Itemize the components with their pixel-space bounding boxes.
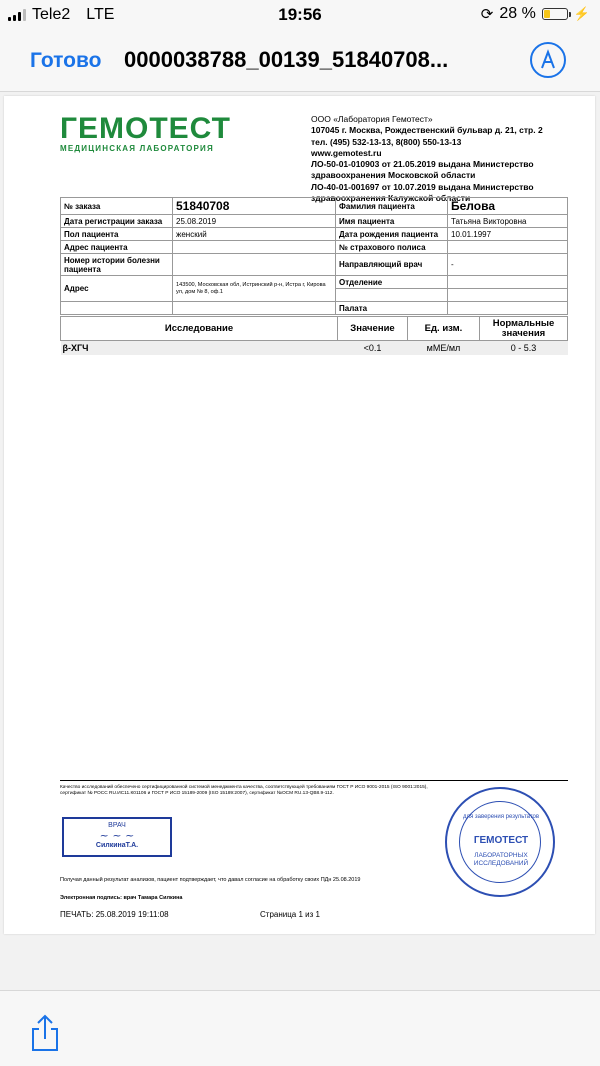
dept-spacer — [336, 289, 448, 302]
org-name: ООО «Лаборатория Гемотест» — [311, 114, 433, 124]
done-button[interactable]: Готово — [30, 49, 102, 72]
patient-info-table — [60, 197, 568, 315]
ward-empty-value — [173, 302, 336, 315]
markup-pen-icon — [532, 44, 564, 76]
share-button[interactable] — [28, 1013, 62, 1053]
patient-address-value — [173, 241, 336, 254]
bottom-toolbar — [0, 990, 600, 1066]
order-label: № заказа — [61, 198, 173, 215]
policy-label: № страхового полиса — [336, 241, 448, 254]
print-timestamp: ПЕЧАТЬ: 25.08.2019 19:11:08 — [60, 910, 169, 919]
org-license-1: ЛО-50-01-010903 от 21.05.2019 выдана Министерство здравоохранения Московской области — [311, 159, 534, 181]
result-norm: 0 - 5.3 — [480, 341, 568, 355]
col-unit: Ед. изм. — [408, 317, 480, 341]
certification-text: Качество исследований обеспечено сертифицированной системой менеджмента качества, соответствующей требованиям ГОСТ Р ИСО 9001-2015 (ISO 9001:2015), сертификат № РОСС RU.ИС11.К01106 и ГОСТ Р ИСО 15189-2009 (ISO 15189:2007), сертификат №ОСМ RU.13-QB8.9-112. — [60, 785, 428, 796]
result-test: β-ХГЧ — [61, 341, 338, 355]
status-right — [481, 5, 590, 23]
stamp-name: СилкинаТ.А. — [95, 842, 139, 849]
ward-label: Палата — [336, 302, 448, 315]
regdate-label: Дата регистрации заказа — [61, 215, 173, 228]
regdate-value: 25.08.2019 — [173, 215, 336, 228]
share-icon — [28, 1013, 62, 1053]
carrier-name: Tele2 — [32, 6, 71, 23]
stamp-title: ВРАЧ — [108, 822, 126, 829]
birth-value: 10.01.1997 — [448, 228, 568, 241]
result-value: <0.1 — [338, 341, 408, 355]
sex-label: Пол пациента — [61, 228, 173, 241]
nav-bar — [0, 32, 600, 92]
charging-icon: ⚡ — [573, 6, 590, 21]
results-table — [60, 316, 568, 355]
doctor-value: - — [448, 254, 568, 276]
dept-spacer-value — [448, 289, 568, 302]
sex-value: женский — [173, 228, 336, 241]
org-website: www.gemotest.ru — [311, 147, 382, 158]
ward-value — [448, 302, 568, 315]
table-row — [61, 341, 568, 355]
stamp-top-text: для заверения результатов — [462, 814, 540, 820]
address-value: 143500, Московская обл, Истринский р-н, Истра г, Кирова ул, дом № 8, оф.1 — [173, 276, 336, 302]
status-time: 19:56 — [278, 5, 322, 24]
col-test: Исследование — [61, 317, 338, 341]
ward-empty-label — [61, 302, 173, 315]
address-label: Адрес — [61, 276, 173, 302]
document-title: 0000038788_00139_51840708... — [124, 47, 449, 72]
status-bar — [0, 0, 600, 32]
surname-value: Белова — [448, 198, 568, 215]
consent-text: Получая данный результат анализов, пациент подтверждает, что давал согласие на обработку своих ПДн 25.08.2019 — [60, 877, 361, 883]
order-value: 51840708 — [173, 198, 336, 215]
lab-logo — [60, 114, 231, 153]
dept-label: Отделение — [336, 276, 448, 289]
name-label: Имя пациента — [336, 215, 448, 228]
battery-icon — [542, 8, 568, 20]
birth-label: Дата рождения пациента — [336, 228, 448, 241]
document-page — [4, 96, 595, 934]
patient-address-label: Адрес пациента — [61, 241, 173, 254]
electronic-signature: Электронная подпись: врач Тамара Силкина — [60, 895, 183, 901]
logo-text: ГЕМОТЕСТ — [60, 112, 231, 145]
dept-value — [448, 276, 568, 289]
markup-button[interactable] — [530, 42, 566, 78]
col-norm: Нормальные значения — [480, 317, 568, 341]
policy-value — [448, 241, 568, 254]
stamp-bottom-text: ЛАБОРАТОРНЫХ ИССЛЕДОВАНИЙ — [473, 852, 529, 867]
surname-label: Фамилия пациента — [336, 198, 448, 215]
page-number: Страница 1 из 1 — [260, 910, 320, 919]
lab-round-stamp — [445, 787, 555, 897]
doctor-stamp — [62, 817, 172, 857]
lab-details — [311, 114, 581, 204]
stamp-inner-ring — [459, 801, 541, 883]
org-phone: тел. (495) 532-13-13, 8(800) 550-13-13 — [311, 136, 462, 147]
network-type: LTE — [86, 6, 115, 23]
result-unit: мМЕ/мл — [408, 341, 480, 355]
history-label: Номер истории болезни пациента — [61, 254, 173, 276]
col-value: Значение — [338, 317, 408, 341]
name-value: Татьяна Викторовна — [448, 215, 568, 228]
battery-percent: 28 % — [499, 5, 536, 22]
logo-subtitle: МЕДИЦИНСКАЯ ЛАБОРАТОРИЯ — [60, 144, 214, 153]
org-address: 107045 г. Москва, Рождественский бульвар д. 21, стр. 2 — [311, 125, 543, 136]
doctor-label: Направляющий врач — [336, 254, 448, 276]
stamp-brand: ГЕМОТЕСТ — [473, 835, 529, 846]
doctor-signature: ~ ~ ~ — [99, 829, 135, 842]
org-license-2: ЛО-40-01-001697 от 10.07.2019 выдана Министерство здравоохранения Калужской области — [311, 181, 534, 204]
orientation-lock-icon: ⟳ — [480, 6, 494, 23]
history-value — [173, 254, 336, 276]
footer-divider — [60, 780, 568, 781]
